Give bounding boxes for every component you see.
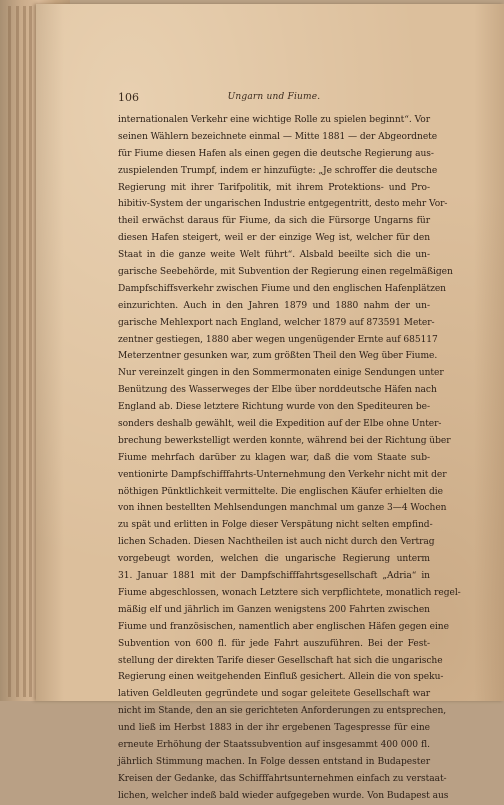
text-line: sonders deshalb gewählt, weil die Expedition auf der Elbe ohne Unter- [118,419,442,430]
text-line: Regierung einen weitgehenden Einfluß gesichert. Allein die von speku- [118,672,444,683]
text-line: Kreisen der Gedanke, das Schifffahrtsunternehmen einfach zu verstaat- [118,773,447,784]
page-header [118,91,430,105]
text-line: ventionirte Dampfschifffahrts-Unternehmung den Verkehr nicht mit der [118,469,447,480]
text-line: stellung der direkten Tarife dieser Gesellschaft hat sich die ungarische [118,655,443,666]
text-line: mäßig elf und jährlich im Ganzen wenigstens 200 Fahrten zwischen [118,604,430,615]
text-line: hibitiv-System der ungarischen Industrie entgegentritt, desto mehr Vor- [118,199,448,210]
text-line: garische Seebehörde, mit Subvention der Regierung einen regelmäßigen [118,267,453,278]
text-line: einzurichten. Auch in den Jahren 1879 und 1880 nahm der un- [118,300,430,311]
text-line: für Fiume diesen Hafen als einen gegen die deutsche Regierung aus- [118,148,434,159]
text-line: lichen, welcher indeß bald wieder aufgegeben wurde. Von Budapest aus [118,790,449,801]
text-line: internationalen Verkehr eine wichtige Rolle zu spielen beginnt“. Vor [118,115,430,125]
text-line: 31. Januar 1881 mit der Dampfschifffahrtsgesellschaft „Adria“ in [118,571,430,582]
page-edge [29,6,32,697]
text-line: und ließ im Herbst 1883 in der ihr ergebenen Tagespresse für eine [118,723,430,734]
text-line: Fiume abgeschlossen, wonach Letztere sich verpflichtete, monatlich regel- [118,587,461,598]
text-line: diesen Hafen steigert, weil er der einzige Weg ist, welcher für den [118,233,430,244]
text-line: Fiume mehrfach darüber zu klagen war, daß die vom Staate sub- [118,452,430,463]
text-line: Meterzentner gesunken war, zum größten Theil den Weg über Fiume. [118,351,438,362]
text-line: von ihnen bestellten Mehlsendungen manchmal um ganze 3—4 Wochen [118,503,447,514]
text-line: Staat in die ganze weite Welt führt“. Alsbald beeilte sich die un- [118,250,430,261]
text-line: England ab. Diese letztere Richtung wurde von den Spediteuren be- [118,402,430,413]
text-line: Regierung mit ihrer Tarifpolitik, mit ihrem Protektions- und Pro- [118,182,430,193]
page-number: 106 [118,91,139,104]
text-line: Subvention von 600 fl. für jede Fahrt auszuführen. Bei der Fest- [118,638,430,649]
text-line: Dampfschiffsverkehr zwischen Fiume und den englischen Hafenplätzen [118,283,446,294]
text-line: nöthigen Pünktlichkeit vermittelte. Die englischen Käufer erhielten die [118,486,443,497]
text-line: zu spät und erlitten in Folge dieser Verspätung nicht selten empfind- [118,520,433,531]
page-edge [16,6,19,697]
page-edge [23,6,26,697]
text-line: theil erwächst daraus für Fiume, da sich die Fürsorge Ungarns für [118,216,430,227]
text-line: lativen Geldleuten gegründete und sogar geleitete Gesellschaft war [118,689,430,700]
text-line: garische Mehlexport nach England, welcher 1879 auf 873591 Meter- [118,317,435,328]
text-line: vorgebeugt worden, welchen die ungarische Regierung unterm [118,554,430,565]
page-edge [8,6,11,697]
running-title: Ungarn und Fiume. [227,92,321,102]
text-line: zentner gestiegen, 1880 aber wegen ungenügender Ernte auf 685117 [118,334,438,345]
page-shading [474,4,504,701]
text-line: seinen Wählern bezeichnete einmal — Mitte 1881 — der Abgeordnete [118,131,438,142]
text-line: nicht im Stande, den an sie gerichteten Anforderungen zu entsprechen, [118,706,447,717]
text-line: lichen Schaden. Diesen Nachtheilen ist auch nicht durch den Vertrag [118,537,435,548]
text-line: jährlich Stimmung machen. In Folge dessen entstand in Budapester [118,756,430,767]
text-line: brechung bewerkstelligt werden konnte, während bei der Richtung über [118,435,451,446]
text-line: erneute Erhöhung der Staatssubvention auf insgesammt 400 000 fl. [118,739,430,750]
text-line: zuspielenden Trumpf, indem er hinzufügte: „Je schroffer die deutsche [118,165,438,176]
text-line: Fiume und französischen, namentlich aber englischen Häfen gegen eine [118,621,449,632]
text-line: Benützung des Wasserweges der Elbe über norddeutsche Häfen nach [118,385,437,396]
text-line: Nur vereinzelt gingen in den Sommermonaten einige Sendungen unter [118,368,444,379]
